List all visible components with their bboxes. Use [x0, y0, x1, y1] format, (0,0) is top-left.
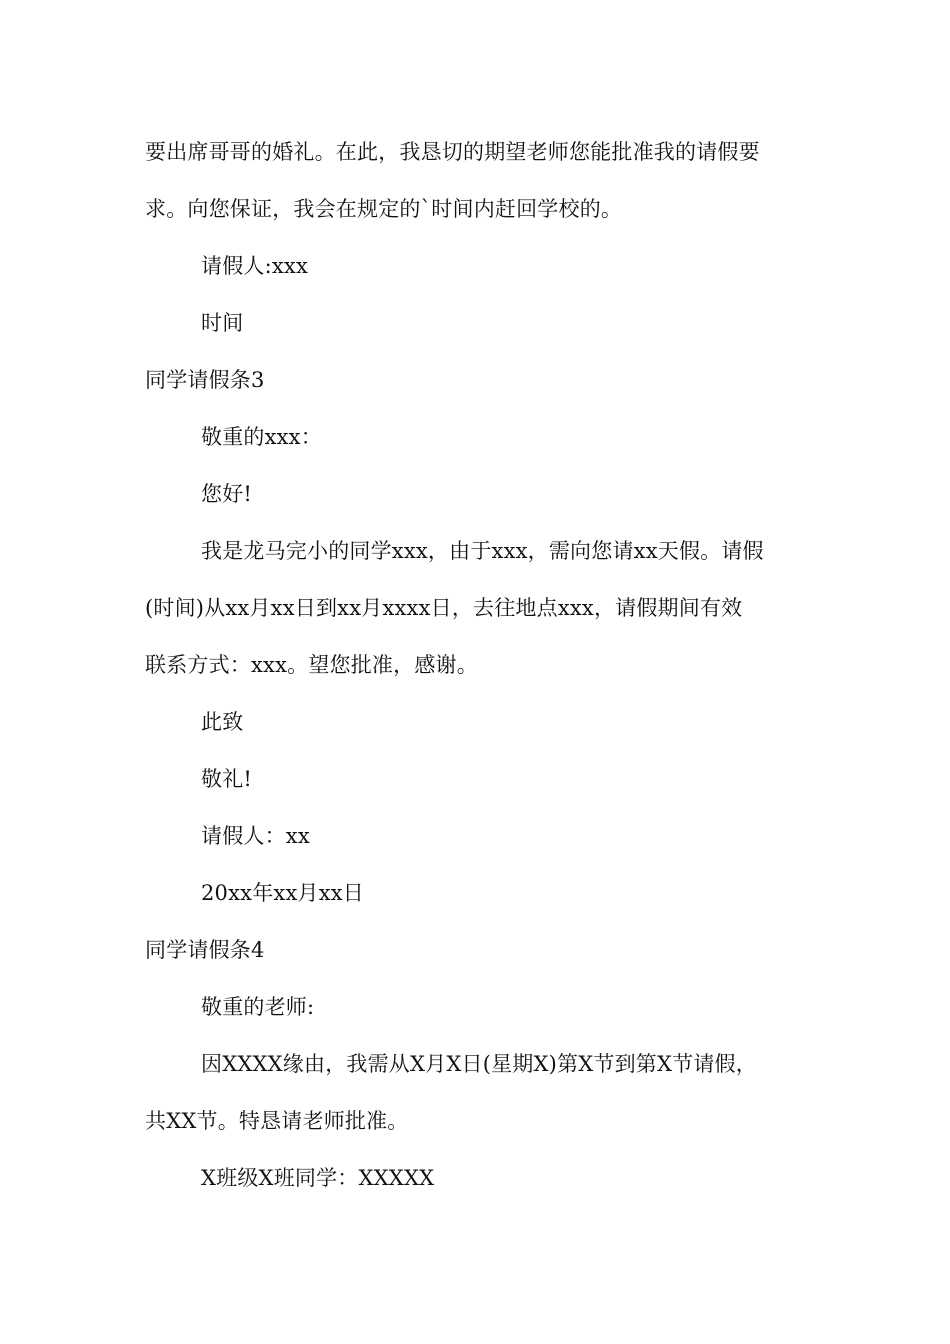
body-text-line: 求。向您保证，我会在规定的`时间内赶回学校的。 [145, 197, 623, 221]
salutation-line: 敬重的老师: [201, 995, 315, 1019]
body-text-line: 我是龙马完小的同学xxx，由于xxx，需向您请xx天假。请假 [201, 539, 764, 563]
body-text-line: 联系方式：xxx。望您批准，感谢。 [145, 653, 478, 677]
body-text-line: 要出席哥哥的婚礼。在此，我恳切的期望老师您能批准我的请假要 [145, 140, 760, 164]
date-line: 20xx年xx月xx日 [201, 881, 364, 905]
closing-line: 此致 [201, 710, 244, 734]
section-heading: 同学请假条3 [145, 368, 265, 392]
date-line: 时间 [201, 311, 244, 335]
section-heading: 同学请假条4 [145, 938, 265, 962]
closing-line: 敬礼! [201, 767, 253, 791]
signature-line: X班级X班同学：XXXXX [201, 1166, 435, 1190]
body-text-line: 因XXXX缘由，我需从X月X日(星期X)第X节到第X节请假， [201, 1052, 757, 1076]
body-text-line: 共XX节。特恳请老师批准。 [145, 1109, 409, 1133]
signature-line: 请假人：xx [201, 824, 310, 848]
greeting-line: 您好! [201, 482, 253, 506]
signature-line: 请假人:xxx [201, 254, 309, 278]
salutation-line: 敬重的xxx： [201, 425, 322, 449]
body-text-line: (时间)从xx月xx日到xx月xxxx日，去往地点xxx，请假期间有效 [145, 596, 743, 620]
